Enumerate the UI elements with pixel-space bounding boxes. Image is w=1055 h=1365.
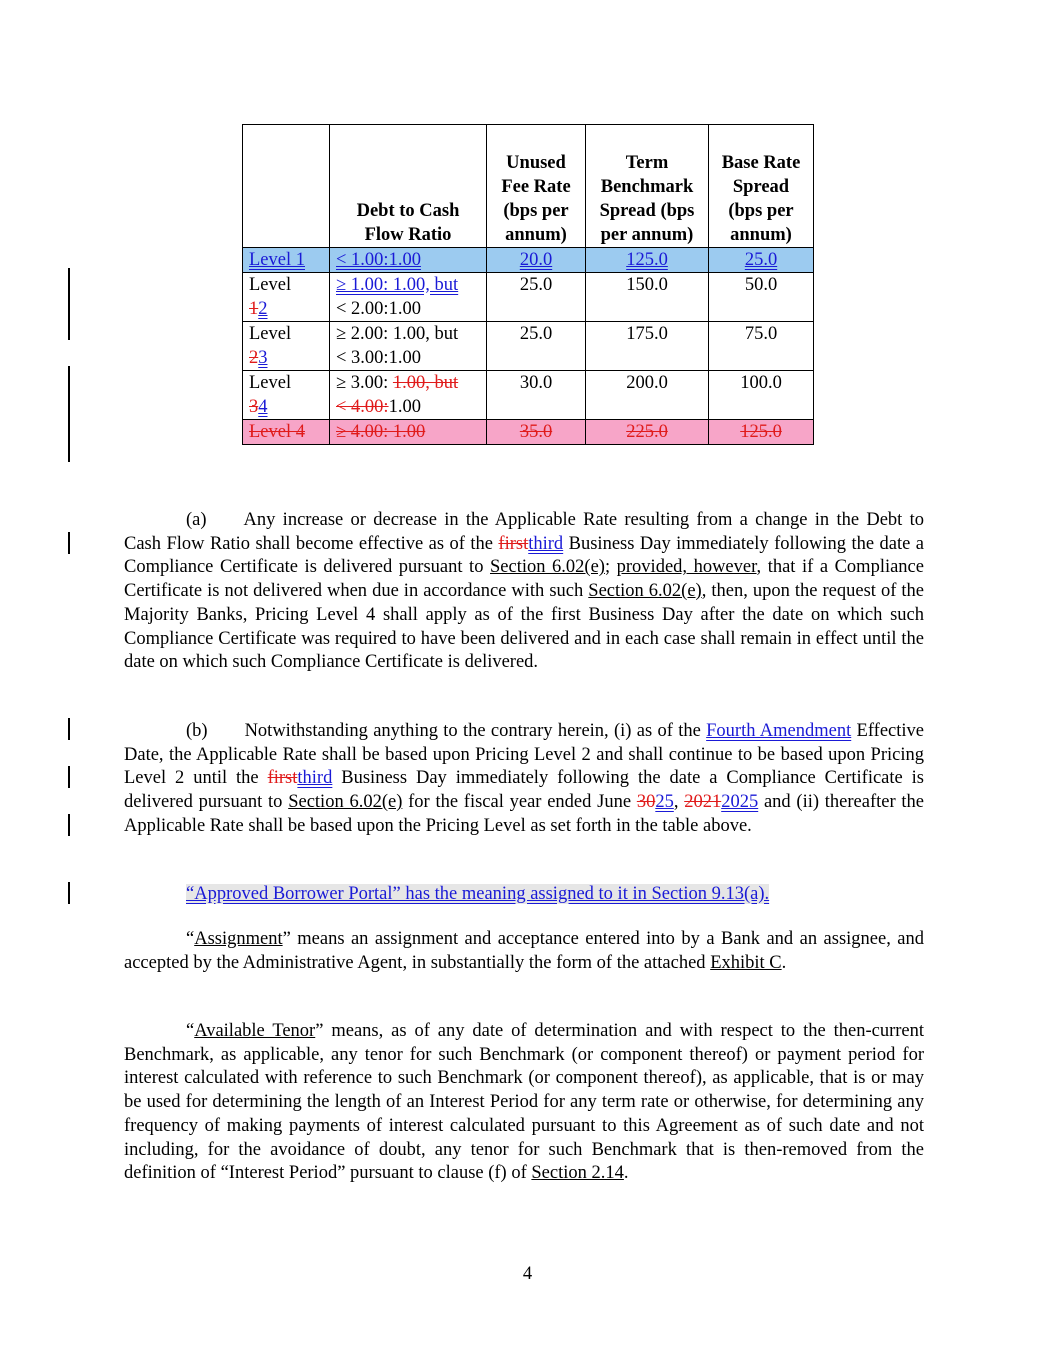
pricing-table [242,124,814,445]
unused-fee-cell: 25.0 [487,322,586,371]
change-bar [68,268,70,340]
table-header: Term Benchmark Spread (bps per annum) [586,125,709,248]
assignment-definition: “Assignment” means an assignment and acceptance entered into by a Bank and an assignee, and accepted by the Administrative Agent, in substantially the form of the attached Exhibit C. [124,929,924,973]
base-spread-cell: 125.0 [740,422,782,442]
ratio-cell: ≥ 3.00: 1.00, but < 4.00:1.00 [330,371,487,420]
portal-definition: “Approved Borrower Portal” has the meaning assigned to it in Section 9.13(a). [186,884,770,904]
section-reference: Section 6.02(e) [288,792,403,813]
unused-fee-cell: 25.0 [487,273,586,322]
level-cell: Level 12 [243,273,330,322]
ratio-cell: < 1.00:1.00 [336,250,421,270]
page-number: 4 [522,1264,533,1284]
level-cell: Level 1 [249,250,305,270]
unused-fee-cell: 35.0 [519,422,553,442]
term-spread-cell: 200.0 [586,371,709,420]
unused-fee-cell: 30.0 [487,371,586,420]
table-row [243,248,814,273]
table-header: Debt to Cash Flow Ratio [330,125,487,248]
unused-fee-cell: 20.0 [519,250,553,270]
term-spread-cell: 175.0 [586,322,709,371]
term-spread-cell: 150.0 [586,273,709,322]
base-spread-cell: 50.0 [709,273,814,322]
section-reference: Section 6.02(e) [490,557,605,578]
section-reference: Section 2.14 [531,1163,624,1184]
term-spread-cell: 225.0 [626,422,668,442]
table-header: Unused Fee Rate (bps per annum) [487,125,586,248]
table-header [243,125,330,248]
level-cell: Level 4 [249,422,305,442]
ratio-cell: ≥ 4.00: 1.00 [336,422,426,442]
section-reference: Section 6.02(e) [588,581,702,602]
change-bar [68,366,70,462]
base-spread-cell: 100.0 [709,371,814,420]
table-row [243,420,814,445]
base-spread-cell: 25.0 [744,250,778,270]
table-row [243,273,814,322]
ratio-cell: ≥ 2.00: 1.00, but < 3.00:1.00 [330,322,487,371]
change-bar [68,814,70,836]
available-tenor-definition: “Available Tenor” means, as of any date of determination and with respect to the then-current Benchmark, as applicable, any tenor for such Benchmark (or component thereof) or payment period for interest calculated with reference to such Benchmark (or component thereof), as applicable, that is or may be used for determining the length of an Interest Period for any term rate or otherwise, for determining any frequency of making payments of interest calculated pursuant to this Agreement as of such date and not including, for the avoidance of doubt, any tenor for such Benchmark that is then-removed from the definition of “Interest Period” pursuant to clause (f) of Section 2.14. [124,1021,924,1184]
level-cell: Level 34 [243,371,330,420]
level-cell: Level 23 [243,322,330,371]
ratio-cell: ≥ 1.00: 1.00, but < 2.00:1.00 [330,273,487,322]
paragraph-a: (a) Any increase or decrease in the Applicable Rate resulting from a change in the Debt to Cash Flow Ratio shall become effective as of the firstthird Business Day immediately following the date a Compliance Certificate is delivered pursuant to Section 6.02(e); provided, however, that if a Compliance Certificate is not delivered when due in accordance with such Section 6.02(e), then, upon the request of the Majority Banks, Pricing Level 4 shall apply as of the first Business Day after the date on which such Compliance Certificate was required to have been delivered and in each case shall remain in effect until the date on which such Compliance Certificate is delivered. [124,510,925,673]
term-spread-cell: 125.0 [626,250,668,270]
change-bar [68,532,70,554]
table-row [243,322,814,371]
change-bar [68,766,70,788]
base-spread-cell: 75.0 [709,322,814,371]
change-bar [68,882,70,904]
table-header-row [243,125,814,248]
paragraph-b: (b) Notwithstanding anything to the contrary herein, (i) as of the Fourth Amendment Effective Date, the Applicable Rate shall be based upon Pricing Level 2 and shall continue to be based upon Pricing Level 2 until the firstthird Business Day immediately following the date a Compliance Certificate is delivered pursuant to Section 6.02(e) for the fiscal year ended June 3025, 20212025 and (ii) thereafter the Applicable Rate shall be based upon the Pricing Level as set forth in the table above. [124,721,924,836]
table-header: Base Rate Spread (bps per annum) [709,125,814,248]
table-row [243,371,814,420]
change-bar [68,718,70,740]
